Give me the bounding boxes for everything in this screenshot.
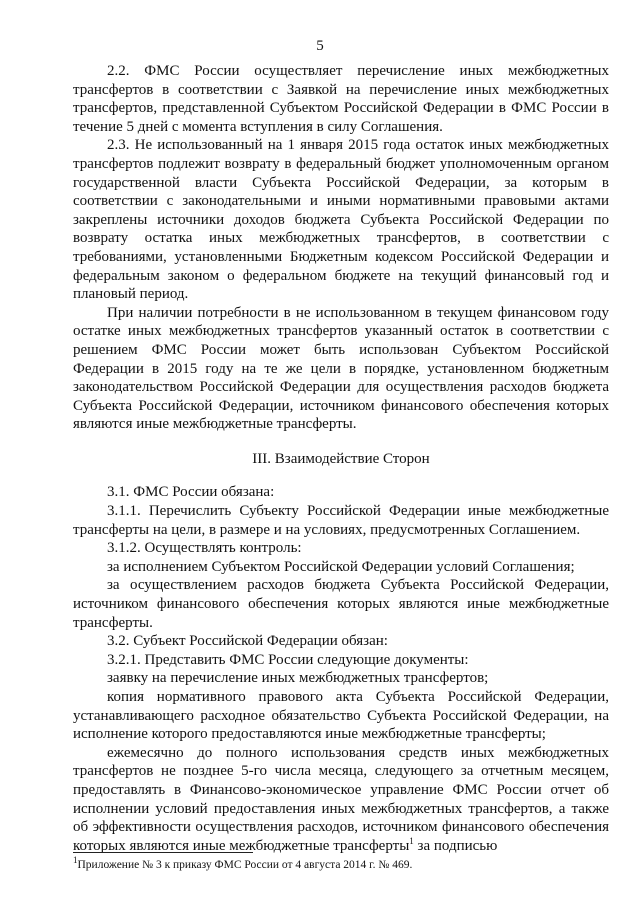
paragraph-monthly-report <box>73 744 609 856</box>
paragraph-3-1-1: 3.1.1. Перечислить Субъекту Российской Федерации иные межбюджетные трансферты на цели, в размере и на условиях, предусмотренных Соглашением. <box>73 503 609 538</box>
page-number: 5 <box>316 38 324 54</box>
footnote-reference: 1 <box>409 835 414 846</box>
footnote-divider <box>73 852 253 853</box>
paragraph-3-1: 3.1. ФМС России обязана: <box>107 484 275 501</box>
paragraph-3-1-2: 3.1.2. Осуществлять контроль: <box>107 540 302 557</box>
paragraph-remainder-use: При наличии потребности в не использованном в текущем финансовом году остатке иных межбюджетных трансфертов указанный остаток в соответствии с решением ФМС России может быть использован Субъектом Российской Федерации в 2015 году на те же цели в порядке, установленном бюджетным законодательством Российской Федерации для осуществления расходов бюджета Субъекта Российской Федерации, источником финансового обеспечения которых являются иные межбюджетные трансферты. <box>73 304 609 433</box>
paragraph-2-2: 2.2. ФМС России осуществляет перечисление иных межбюджетных трансфертов в соответствии с Заявкой на перечисление иных межбюджетных трансфертов, представленной Субъектом Российской Федерации в ФМС России в течение 5 дней с момента вступления в силу Соглашения. <box>73 63 609 135</box>
document-body <box>73 62 609 855</box>
paragraph-legal-act-copy: копия нормативного правового акта Субъекта Российской Федерации, устанавливающего расходное обязательство Субъекта Российской Федерации, на исполнение которого предоставляются иные межбюджетные трансферты; <box>73 689 609 743</box>
paragraph-request: заявку на перечисление иных межбюджетных трансфертов; <box>107 670 489 687</box>
footnote-text: Приложение № 3 к приказу ФМС России от 4 августа 2014 г. № 469. <box>77 859 413 871</box>
paragraph-2-3: 2.3. Не использованный на 1 января 2015 года остаток иных межбюджетных трансфертов подлежит возврату в федеральный бюджет уполномоченным органом государственной власти Субъекта Российской Федерации, за которым в соответствии с законодательными и иными нормативными правовыми актами закреплены источники доходов бюджета Субъекта Российской Федерации по возврату остатка иных межбюджетных трансфертов, в соответствии с требованиями, установленными Бюджетным кодексом Российской Федерации и федеральным законом о федеральном бюджете на текущий финансовый год и плановый период. <box>73 137 609 303</box>
paragraph-3-2: 3.2. Субъект Российской Федерации обязан: <box>107 633 388 650</box>
paragraph-3-2-1: 3.2.1. Представить ФМС России следующие документы: <box>107 651 469 668</box>
footnote-mark: 1 <box>73 855 78 866</box>
paragraph-control-expenses: за осуществлением расходов бюджета Субъекта Российской Федерации, источником финансового обеспечения которых являются иные межбюджетные трансферты. <box>73 577 609 631</box>
monthly-report-tail: за подписью <box>413 837 498 854</box>
section-heading: III. Взаимодействие Сторон <box>252 450 430 467</box>
monthly-report-text: ежемесячно до полного использования средств иных межбюджетных трансфертов не позднее 5-го числа месяца, следующего за отчетным месяцем, предоставлять в Финансово-экономическое управление ФМС России отчет об исполнении условий предоставления иных межбюджетных трансфертов, а также об эффективности осуществления расходов, источником финансового обеспечения которых являются иные межбюджетные трансферты <box>73 744 609 854</box>
paragraph-control-conditions: за исполнением Субъектом Российской Федерации условий Соглашения; <box>107 558 575 575</box>
footnote <box>73 855 609 872</box>
